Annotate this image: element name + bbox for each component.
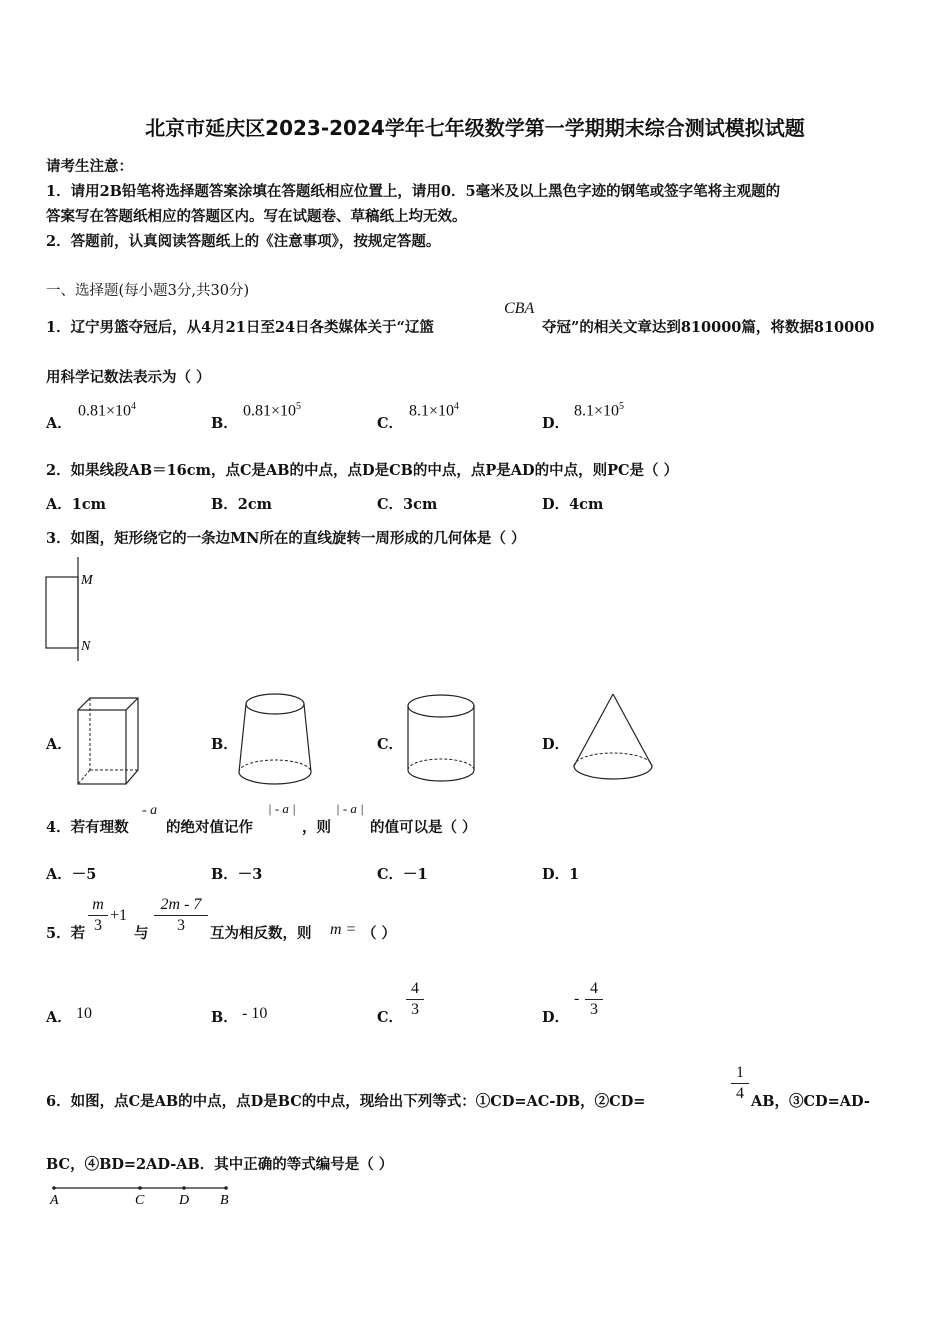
q3-cone-figure: [568, 690, 658, 790]
q5-plus-one: +1: [110, 907, 128, 924]
q1-option-b-value: $0.81\times 10^5$: [243, 401, 302, 420]
q6-point-b: B: [220, 1193, 229, 1208]
q6-text-2: AB，③CD=AD-: [751, 1093, 870, 1110]
section-heading: 一、选择题(每小题3分,共30分): [46, 283, 250, 299]
q5-text-3: 互为相反数，则: [210, 925, 312, 942]
q4-abs-2: | - a |: [336, 801, 364, 816]
q5-option-c-label[interactable]: C．: [377, 1009, 404, 1026]
q5-option-d-sign: -: [574, 990, 580, 1007]
q6-frac-num: 1: [736, 1064, 744, 1081]
q5-option-d-label[interactable]: D．: [542, 1009, 570, 1026]
q4-abs-1: | - a |: [268, 801, 296, 816]
q5-option-b-value: - 10: [242, 1005, 268, 1022]
q3-prism-figure: [72, 690, 144, 790]
q6-text-3: BC，④BD=2AD-AB．其中正确的等式编号是（ ）: [46, 1156, 394, 1173]
q3-option-a[interactable]: A．: [46, 736, 72, 753]
q5-text-4: （ ）: [362, 925, 397, 942]
q2-option-d[interactable]: D．4cm: [542, 496, 604, 513]
q6-point-c: C: [135, 1193, 145, 1208]
q1-option-a-label[interactable]: A．: [46, 415, 72, 432]
q2-option-a[interactable]: A．1cm: [46, 496, 107, 513]
page-title: 北京市延庆区2023-2024学年七年级数学第一学期期末综合测试模拟试题: [145, 116, 805, 140]
q2-option-c[interactable]: C．3cm: [377, 496, 438, 513]
q3-frustum-figure: [234, 690, 316, 790]
q5-option-c-fraction: [406, 980, 424, 1019]
q4-neg-a: - a: [142, 803, 158, 818]
q4-text-3: ，则: [302, 819, 331, 836]
q3-label-n: N: [81, 639, 91, 654]
q1-text-b: 夺冠”的相关文章达到810000篇，将数据810000: [542, 319, 875, 336]
q5-text-2: 与: [134, 925, 149, 942]
q5-f1-num: m: [92, 896, 104, 913]
q5-option-b-label[interactable]: B．: [211, 1009, 238, 1026]
q5-f2-num: 2m - 7: [160, 896, 202, 913]
q5-f1-den: 3: [94, 917, 102, 934]
q5-option-c-den: 3: [411, 1001, 419, 1018]
q5-fraction-2: [154, 896, 208, 935]
q3-rectangle-figure: [40, 555, 110, 665]
q3-text: 3．如图，矩形绕它的一条边MN所在的直线旋转一周形成的几何体是（ ）: [46, 530, 526, 547]
q5-m-equals: m =: [330, 921, 357, 938]
q4-option-b[interactable]: B．－3: [211, 866, 263, 883]
q2-text: 2．如果线段AB＝16cm，点C是AB的中点，点D是CB的中点，点P是AD的中点，则PC是（ ）: [46, 462, 679, 479]
q1-option-d-label[interactable]: D．: [542, 415, 570, 432]
q6-fraction: [731, 1064, 749, 1103]
q4-text-1: 4．若有理数: [46, 819, 129, 836]
q4-text-2: 的绝对值记作: [166, 819, 253, 836]
q5-option-c-num: 4: [411, 980, 419, 997]
notice-line-1: 1．请用2B铅笔将选择题答案涂填在答题纸相应位置上，请用0．5毫米及以上黑色字迹的钢笔或签字笔将主观题的: [46, 183, 781, 200]
q1-cba: CBA: [504, 300, 535, 317]
q1-option-a-value: $0.81\times 10^4$: [78, 401, 137, 420]
notice-line-1b: 答案写在答题纸相应的答题区内。写在试题卷、草稿纸上均无效。: [46, 208, 467, 225]
q5-fraction-1: [88, 896, 108, 935]
q5-option-d-fraction: [585, 980, 603, 1019]
q5-option-a-label[interactable]: A．: [46, 1009, 72, 1026]
q5-option-a-value: 10: [76, 1005, 92, 1022]
q1-option-c-label[interactable]: C．: [377, 415, 404, 432]
q5-option-d-den: 3: [590, 1001, 598, 1018]
q1-text-a: 1．辽宁男篮夺冠后，从4月21日至24日各类媒体关于“辽篮: [46, 319, 434, 336]
q3-option-b[interactable]: B．: [211, 736, 238, 753]
q3-cylinder-figure: [402, 690, 480, 790]
q6-frac-den: 4: [736, 1085, 744, 1102]
q6-point-a: A: [50, 1193, 59, 1208]
notice-heading: 请考生注意：: [46, 158, 133, 175]
q6-text-1: 6．如图，点C是AB的中点，点D是BC的中点，现给出下列等式：①CD=AC-DB，②CD=: [46, 1093, 646, 1110]
q1-option-c-value: $8.1\times 10^4$: [409, 401, 460, 420]
q3-option-d[interactable]: D．: [542, 736, 570, 753]
q3-option-c[interactable]: C．: [377, 736, 404, 753]
notice-line-2: 2．答题前，认真阅读答题纸上的《注意事项》，按规定答题。: [46, 233, 441, 250]
q2-option-b[interactable]: B．2cm: [211, 496, 273, 513]
q6-point-d: D: [179, 1193, 190, 1208]
q1-text-c: 用科学记数法表示为（ ）: [46, 369, 211, 386]
q4-option-c[interactable]: C．－1: [377, 866, 428, 883]
q4-option-a[interactable]: A．－5: [46, 866, 97, 883]
q1-option-d-value: $8.1\times 10^5$: [574, 401, 625, 420]
q5-option-d-num: 4: [590, 980, 598, 997]
q6-segment-figure: [44, 1180, 244, 1212]
q1-option-b-label[interactable]: B．: [211, 415, 238, 432]
q5-f2-den: 3: [177, 917, 185, 934]
q4-option-d[interactable]: D．1: [542, 866, 580, 883]
q4-text-4: 的值可以是（ ）: [370, 819, 477, 836]
q5-text-1: 5．若: [46, 925, 86, 942]
q3-label-m: M: [81, 573, 93, 588]
